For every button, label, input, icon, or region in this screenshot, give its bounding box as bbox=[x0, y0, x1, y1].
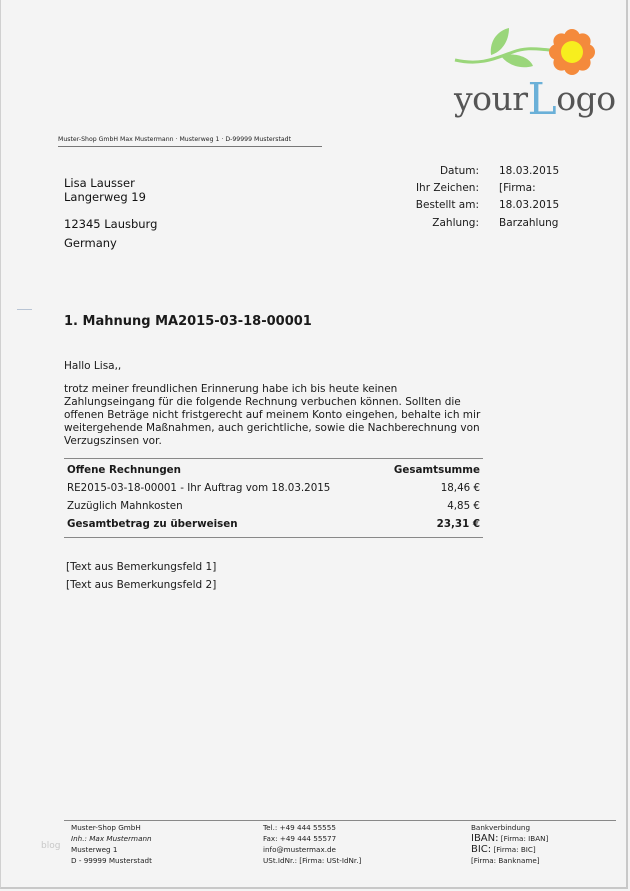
row-amount: 4,85 € bbox=[447, 500, 480, 512]
footer-iban-value: [Firma: IBAN] bbox=[500, 834, 549, 843]
meta-label-reference: Ihr Zeichen: bbox=[415, 182, 479, 194]
meta-label-payment: Zahlung: bbox=[432, 217, 479, 229]
total-label: Gesamtbetrag zu überweisen bbox=[67, 518, 238, 530]
footer-city: D - 99999 Musterstadt bbox=[71, 856, 152, 865]
meta-value-reference: [Firma: bbox=[499, 182, 536, 194]
header-open-invoices: Offene Rechnungen bbox=[67, 464, 181, 476]
recipient-name: Lisa Lausser bbox=[64, 176, 135, 190]
footer-email: info@mustermax.de bbox=[263, 845, 336, 854]
sender-return-address: Muster-Shop GmbH Max Mustermann · Musterweg 1 · D-99999 Musterstadt bbox=[58, 136, 322, 147]
row-amount: 18,46 € bbox=[440, 482, 480, 494]
meta-value-date: 18.03.2015 bbox=[499, 165, 560, 177]
table-row bbox=[64, 497, 483, 515]
footer-owner: Inh.: Max Mustermann bbox=[71, 834, 152, 843]
recipient-street: Langerweg 19 bbox=[64, 190, 146, 204]
meta-label-date: Datum: bbox=[439, 165, 479, 177]
logo-text: yourLogo bbox=[454, 74, 616, 125]
recipient-city: 12345 Lausburg bbox=[64, 217, 158, 231]
footer-iban-label: IBAN: bbox=[471, 833, 499, 844]
meta-value-ordered: 18.03.2015 bbox=[499, 199, 560, 211]
footer-bank-heading: Bankverbindung bbox=[471, 823, 531, 832]
watermark-text: blog bbox=[41, 841, 61, 851]
header-total: Gesamtsumme bbox=[393, 464, 480, 476]
total-amount: 23,31 € bbox=[436, 518, 480, 530]
row-description: Zuzüglich Mahnkosten bbox=[67, 500, 183, 512]
recipient-country: Germany bbox=[64, 236, 117, 250]
document-title: 1. Mahnung MA2015-03-18-00001 bbox=[64, 314, 312, 329]
footer-fax: Fax: +49 444 55577 bbox=[263, 834, 337, 843]
greeting: Hallo Lisa,, bbox=[64, 360, 122, 372]
invoice-table bbox=[64, 458, 483, 538]
fold-mark bbox=[17, 309, 32, 310]
footer-phone: Tel.: +49 444 55555 bbox=[263, 823, 336, 832]
footer-company bbox=[71, 822, 152, 866]
footer-contact bbox=[263, 822, 361, 866]
footer-vat-id: USt.IdNr.: [Firma: USt-IdNr.] bbox=[263, 856, 362, 865]
body-text: trotz meiner freundlichen Erinnerung habe ich bis heute keinen Zahlungseingang für die folgende Rechnung verbuchen können. Sollten die offenen Beträge nicht fristgerecht auf meinem Konto eingehen, behalte ich mir weitergehende Maßnahmen, auch gerichtliche, sowie die Nachberechnung von Verzugszinsen vor. bbox=[64, 383, 481, 447]
remark-1: [Text aus Bemerkungsfeld 1] bbox=[66, 561, 217, 573]
row-description: RE2015-03-18-00001 - Ihr Auftrag vom 18.03.2015 bbox=[67, 482, 331, 494]
footer-bank bbox=[471, 822, 548, 866]
footer-street: Musterweg 1 bbox=[71, 845, 118, 854]
table-header bbox=[64, 461, 483, 479]
footer-bankname: [Firma: Bankname] bbox=[471, 856, 540, 865]
table-total-row bbox=[64, 515, 483, 533]
footer-bic-label: BIC: bbox=[471, 844, 492, 855]
footer-divider bbox=[64, 820, 616, 821]
footer-company-name: Muster-Shop GmbH bbox=[71, 823, 141, 832]
meta-label-ordered: Bestellt am: bbox=[415, 199, 479, 211]
table-row bbox=[64, 479, 483, 497]
footer-bic-value: [Firma: BIC] bbox=[493, 845, 536, 854]
remark-2: [Text aus Bemerkungsfeld 2] bbox=[66, 579, 217, 591]
meta-value-payment: Barzahlung bbox=[499, 217, 559, 229]
